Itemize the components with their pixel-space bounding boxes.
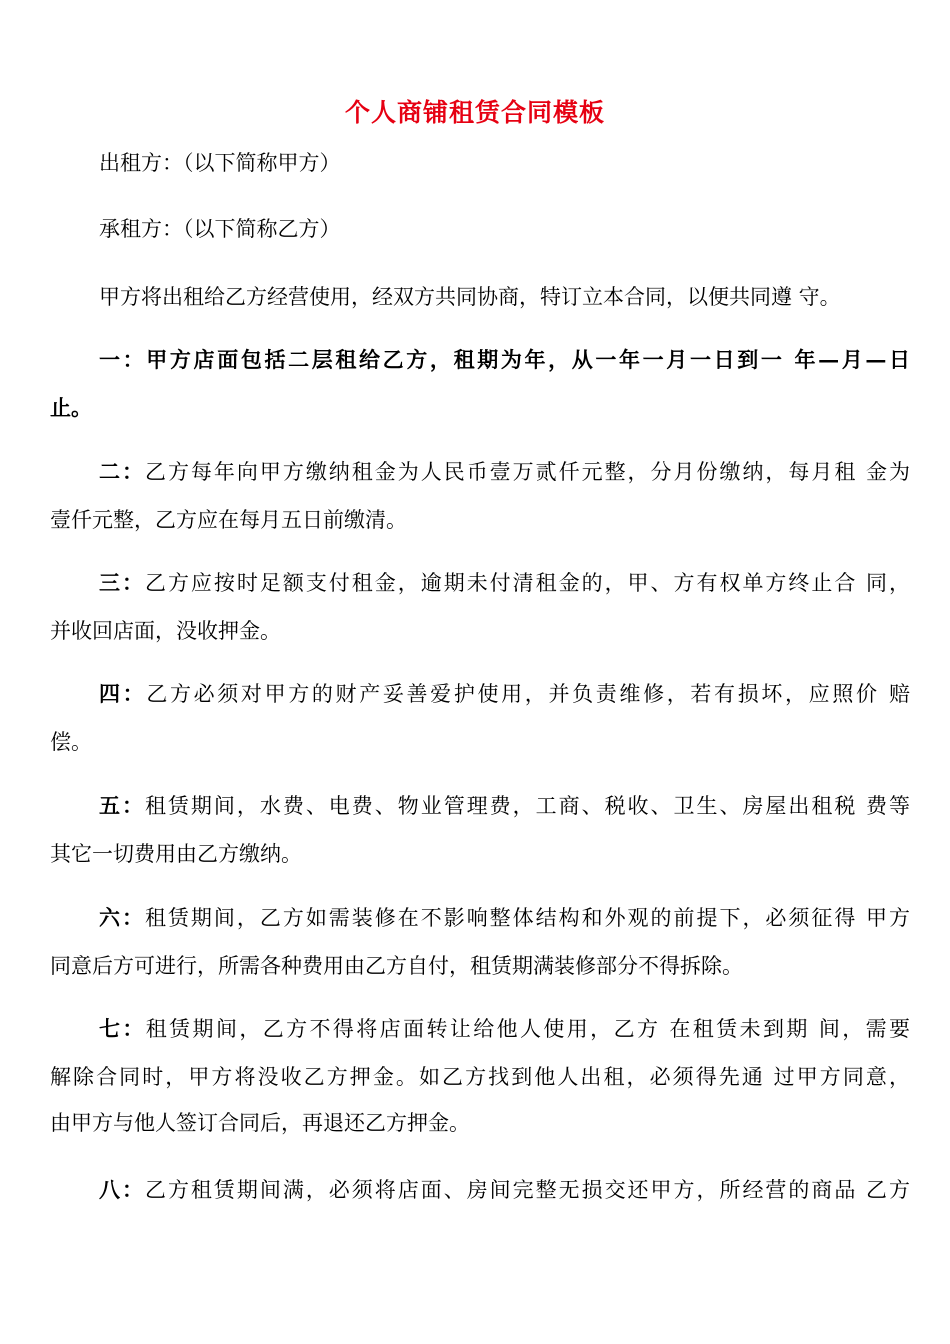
clause-7-line-2: 解除合同时，甲方将没收乙方押金。如乙方找到他人出租，必须得先通 过甲方同意， bbox=[50, 1065, 910, 1089]
lessee-line: 承租方：（以下简称乙方） bbox=[99, 217, 341, 241]
clause-4-number: 四： bbox=[99, 681, 147, 706]
clause-6-line-2: 同意后方可进行，所需各种费用由乙方自付，租赁期满装修部分不得拆除。 bbox=[50, 954, 743, 978]
document-title: 个人商铺租赁合同模板 bbox=[344, 98, 605, 127]
clause-3-text: 乙方应按时足额支付租金，逾期未付清租金的，甲、方有权单方终止合 同， bbox=[144, 571, 910, 595]
clause-2-line-1 bbox=[99, 457, 910, 487]
clause-4-line-1 bbox=[99, 679, 910, 709]
clause-3-line-2: 并收回店面，没收押金。 bbox=[50, 619, 281, 643]
clause-1-text: 甲方店面包括二层租给乙方，租期为年，从一年一月一日到一 年—月—日 bbox=[146, 347, 911, 372]
clause-7-line-3: 由甲方与他人签订合同后，再退还乙方押金。 bbox=[50, 1111, 470, 1135]
clause-3-line-1 bbox=[99, 568, 910, 598]
clause-2-line-2: 壹仟元整，乙方应在每月五日前缴清。 bbox=[50, 508, 407, 532]
clause-4-text: 乙方必须对甲方的财产妥善爱护使用，并负责维修，若有损坏，应照价 赔 bbox=[146, 682, 910, 706]
clause-5-line-2: 其它一切费用由乙方缴纳。 bbox=[50, 842, 302, 866]
clause-3-number: 三： bbox=[99, 570, 145, 595]
clause-5-number: 五： bbox=[99, 793, 145, 818]
clause-7-line-1 bbox=[99, 1014, 910, 1044]
clause-1-number: 一： bbox=[99, 347, 147, 372]
clause-6-text: 租赁期间，乙方如需装修在不影响整体结构和外观的前提下，必须征得 甲方 bbox=[144, 906, 910, 930]
clause-7-number: 七： bbox=[99, 1016, 146, 1041]
clause-6-line-1 bbox=[99, 903, 910, 933]
clause-7-text: 租赁期间，乙方不得将店面转让给他人使用，乙方 在租赁未到期 间，需要 bbox=[145, 1017, 910, 1041]
clause-4-line-2: 偿。 bbox=[50, 730, 92, 754]
clause-6-number: 六： bbox=[99, 905, 145, 930]
clause-1-line-2: 止。 bbox=[50, 395, 92, 420]
intro-paragraph: 甲方将出租给乙方经营使用，经双方共同协商，特订立本合同，以便共同遵 守。 bbox=[99, 285, 841, 309]
clause-2-number: 二： bbox=[99, 459, 145, 484]
clause-1-line-1 bbox=[99, 345, 910, 375]
clause-8-line-1 bbox=[99, 1175, 910, 1205]
clause-8-text: 乙方租赁期间满，必须将店面、房间完整无损交还甲方，所经营的商品 乙方 bbox=[144, 1178, 910, 1202]
clause-2-text: 乙方每年向甲方缴纳租金为人民币壹万贰仟元整，分月份缴纳，每月租 金为 bbox=[144, 460, 910, 484]
clause-8-number: 八： bbox=[99, 1177, 145, 1202]
clause-5-text: 租赁期间，水费、电费、物业管理费，工商、税收、卫生、房屋出租税 费等 bbox=[144, 794, 910, 818]
lessor-line: 出租方：（以下简称甲方） bbox=[99, 151, 341, 175]
clause-5-line-1 bbox=[99, 791, 910, 821]
